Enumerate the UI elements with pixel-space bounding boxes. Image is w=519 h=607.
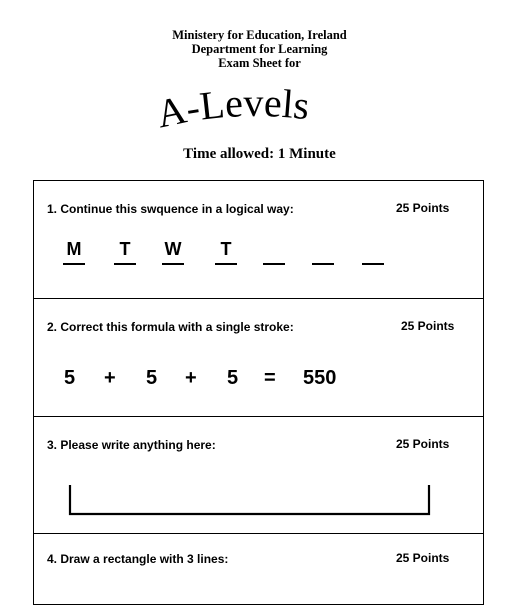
question-1-text: 1. Continue this swquence in a logical way: [47,202,294,216]
title-text: A-Levels [152,79,312,137]
question-3-text: 3. Please write anything here: [47,438,216,452]
exam-header [0,28,519,70]
question-1-points: 25 Points [396,201,450,215]
question-2-section [34,299,483,416]
exam-sheet-line: Exam Sheet for [218,56,301,70]
formula-result: 550 [303,367,337,389]
exam-sheet [33,180,484,605]
sequence-blank-line [162,263,184,265]
question-1-section [34,181,483,298]
exam-title [150,78,370,148]
sequence-item[interactable] [362,239,384,265]
sequence-letter: W [164,239,182,259]
sequence-item[interactable] [215,239,237,265]
sequence-item[interactable] [162,239,184,265]
formula-operator: + [104,367,116,389]
sequence-blank-line [215,263,237,265]
answer-bracket[interactable] [68,483,433,517]
sequence-item[interactable] [312,239,334,265]
question-3-section [34,417,483,533]
ministry-line: Ministery for Education, Ireland [172,28,347,42]
sequence-letter: T [119,239,131,259]
sequence-blank-line [362,263,384,265]
time-allowed: Time allowed: 1 Minute [183,146,336,162]
question-4-points: 25 Points [396,551,450,565]
question-2-text: 2. Correct this formula with a single stroke: [47,320,294,334]
formula-operator: + [185,367,197,389]
question-3-points: 25 Points [396,437,450,451]
sequence-item[interactable] [263,239,285,265]
formula-term: 5 [227,367,239,389]
sequence-letter: T [220,239,232,259]
question-4-section [34,534,483,606]
formula-equals: = [264,367,276,389]
sequence-blank-line [114,263,136,265]
question-4-text: 4. Draw a rectangle with 3 lines: [47,552,229,566]
department-line: Department for Learning [191,42,328,56]
sequence-blank-line [63,263,85,265]
sequence-blank-line [312,263,334,265]
sequence-blank-line [263,263,285,265]
sequence-item[interactable] [114,239,136,265]
formula-term: 5 [146,367,158,389]
formula-term: 5 [64,367,76,389]
svg-text:A-Levels [152,80,311,137]
sequence-letter: M [66,239,82,259]
question-2-points: 25 Points [401,319,455,333]
sequence-item[interactable] [63,239,85,265]
